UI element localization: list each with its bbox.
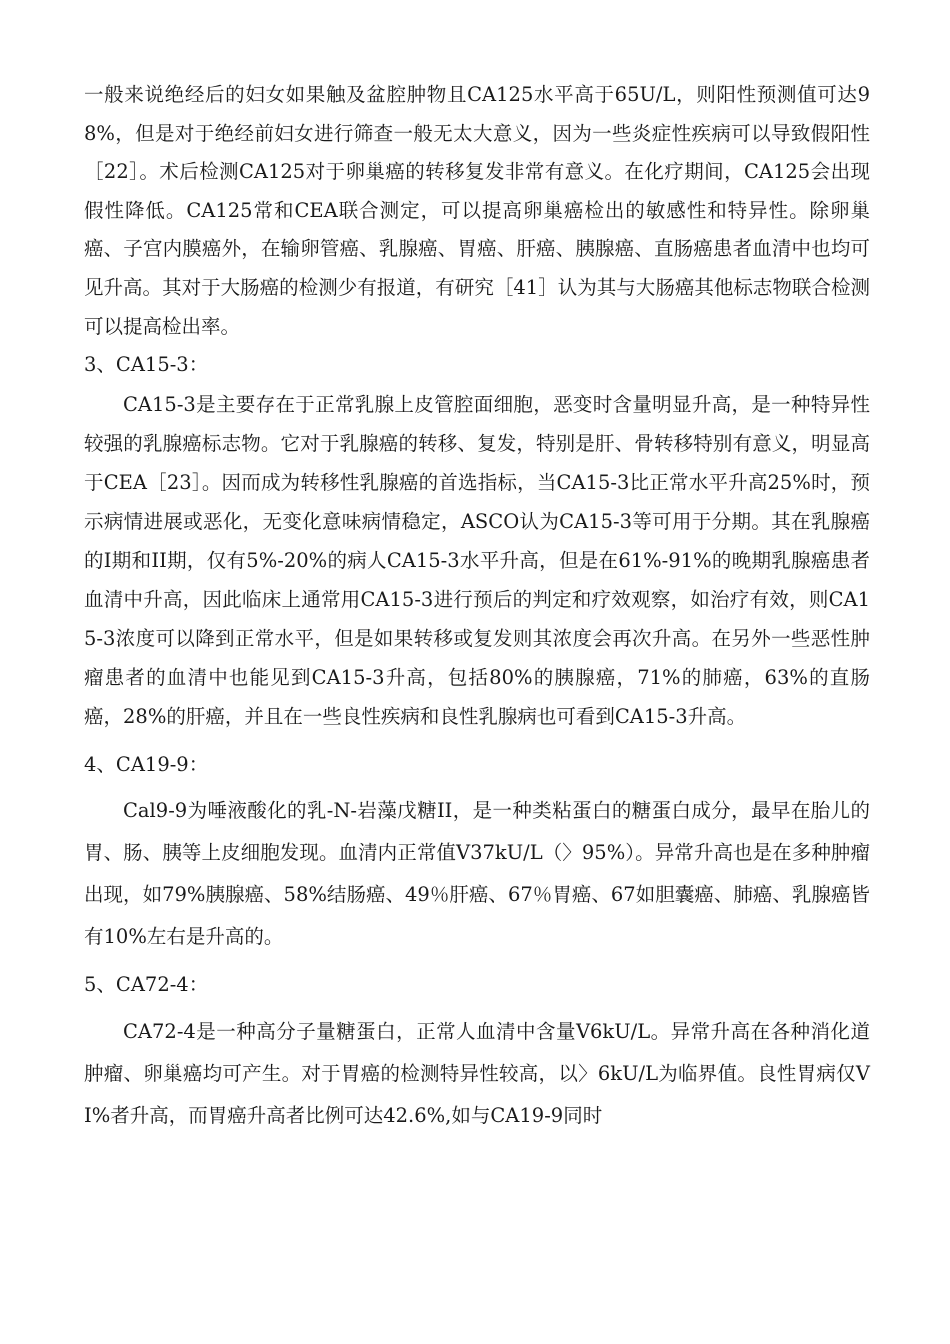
section-heading-ca15-3: 3、CA15-3： bbox=[84, 353, 209, 377]
section-heading-ca19-9: 4、CA19-9： bbox=[84, 752, 209, 776]
paragraph-ca125-continued: 一般来说绝经后的妇女如果触及盆腔肿物且CA125水平高于65U/L，则阳性预测值可达98%，但是对于绝经前妇女进行筛查一般无太大意义，因为一些炎症性疾病可以导致假阳性［22］。术后检测CA125对于卵巢癌的转移复发非常有意义。在化疗期间，CA125会出现假性降低。CA125常和CEA联合测定，可以提高卵巢癌检出的敏感性和特异性。除卵巢癌、子宫内膜癌外，在输卵管癌、乳腺癌、胃癌、肝癌、胰腺癌、直肠癌患者血清中也均可见升高。其对于大肠癌的检测少有报道，有研究［41］认为其与大肠癌其他标志物联合检测可以提高检出率。 bbox=[84, 83, 870, 338]
section-heading-ca72-4: 5、CA72-4： bbox=[84, 973, 209, 997]
paragraph-ca15-3: CA15-3是主要存在于正常乳腺上皮管腔面细胞，恶变时含量明显升高，是一种特异性较强的乳腺癌标志物。它对于乳腺癌的转移、复发，特别是肝、骨转移特别有意义，明显高于CEA［23］。因而成为转移性乳腺癌的首选指标，当CA15-3比正常水平升高25%时，预示病情进展或恶化，无变化意味病情稳定，ASCO认为CA15-3等可用于分期。其在乳腺癌的I期和II期，仅有5%-20%的病人CA15-3水平升高，但是在61%-91%的晚期乳腺癌患者血清中升高，因此临床上通常用CA15-3进行预后的判定和疗效观察，如治疗有效，则CA15-3浓度可以降到正常水平，但是如果转移或复发则其浓度会再次升高。在另外一些恶性肿瘤患者的血清中也能见到CA15-3升高，包括80%的胰腺癌，71%的肺癌，63%的直肠癌，28%的肝癌，并且在一些良性疾病和良性乳腺病也可看到CA15-3升高。 bbox=[84, 392, 870, 728]
paragraph-ca19-9: Cal9-9为唾液酸化的乳-N-岩藻戊糖II，是一种类粘蛋白的糖蛋白成分，最早在胎儿的胃、肠、胰等上皮细胞发现。血清内正常值V37kU/L（〉95%）。异常升高也是在多种肿瘤出现，如79%胰腺癌、58%结肠癌、49％肝癌、67％胃癌、67如胆囊癌、肺癌、乳腺癌皆有10%左右是升高的。 bbox=[84, 799, 870, 949]
paragraph-ca72-4: CA72-4是一种高分子量糖蛋白，正常人血清中含量V6kU/L。异常升高在各种消化道肿瘤、卵巢癌均可产生。对于胃癌的检测特异性较高，以〉6kU/L为临界值。良性胃病仅VI%者升高，而胃癌升高者比例可达42.6%,如与CA19-9同时 bbox=[84, 1019, 870, 1127]
